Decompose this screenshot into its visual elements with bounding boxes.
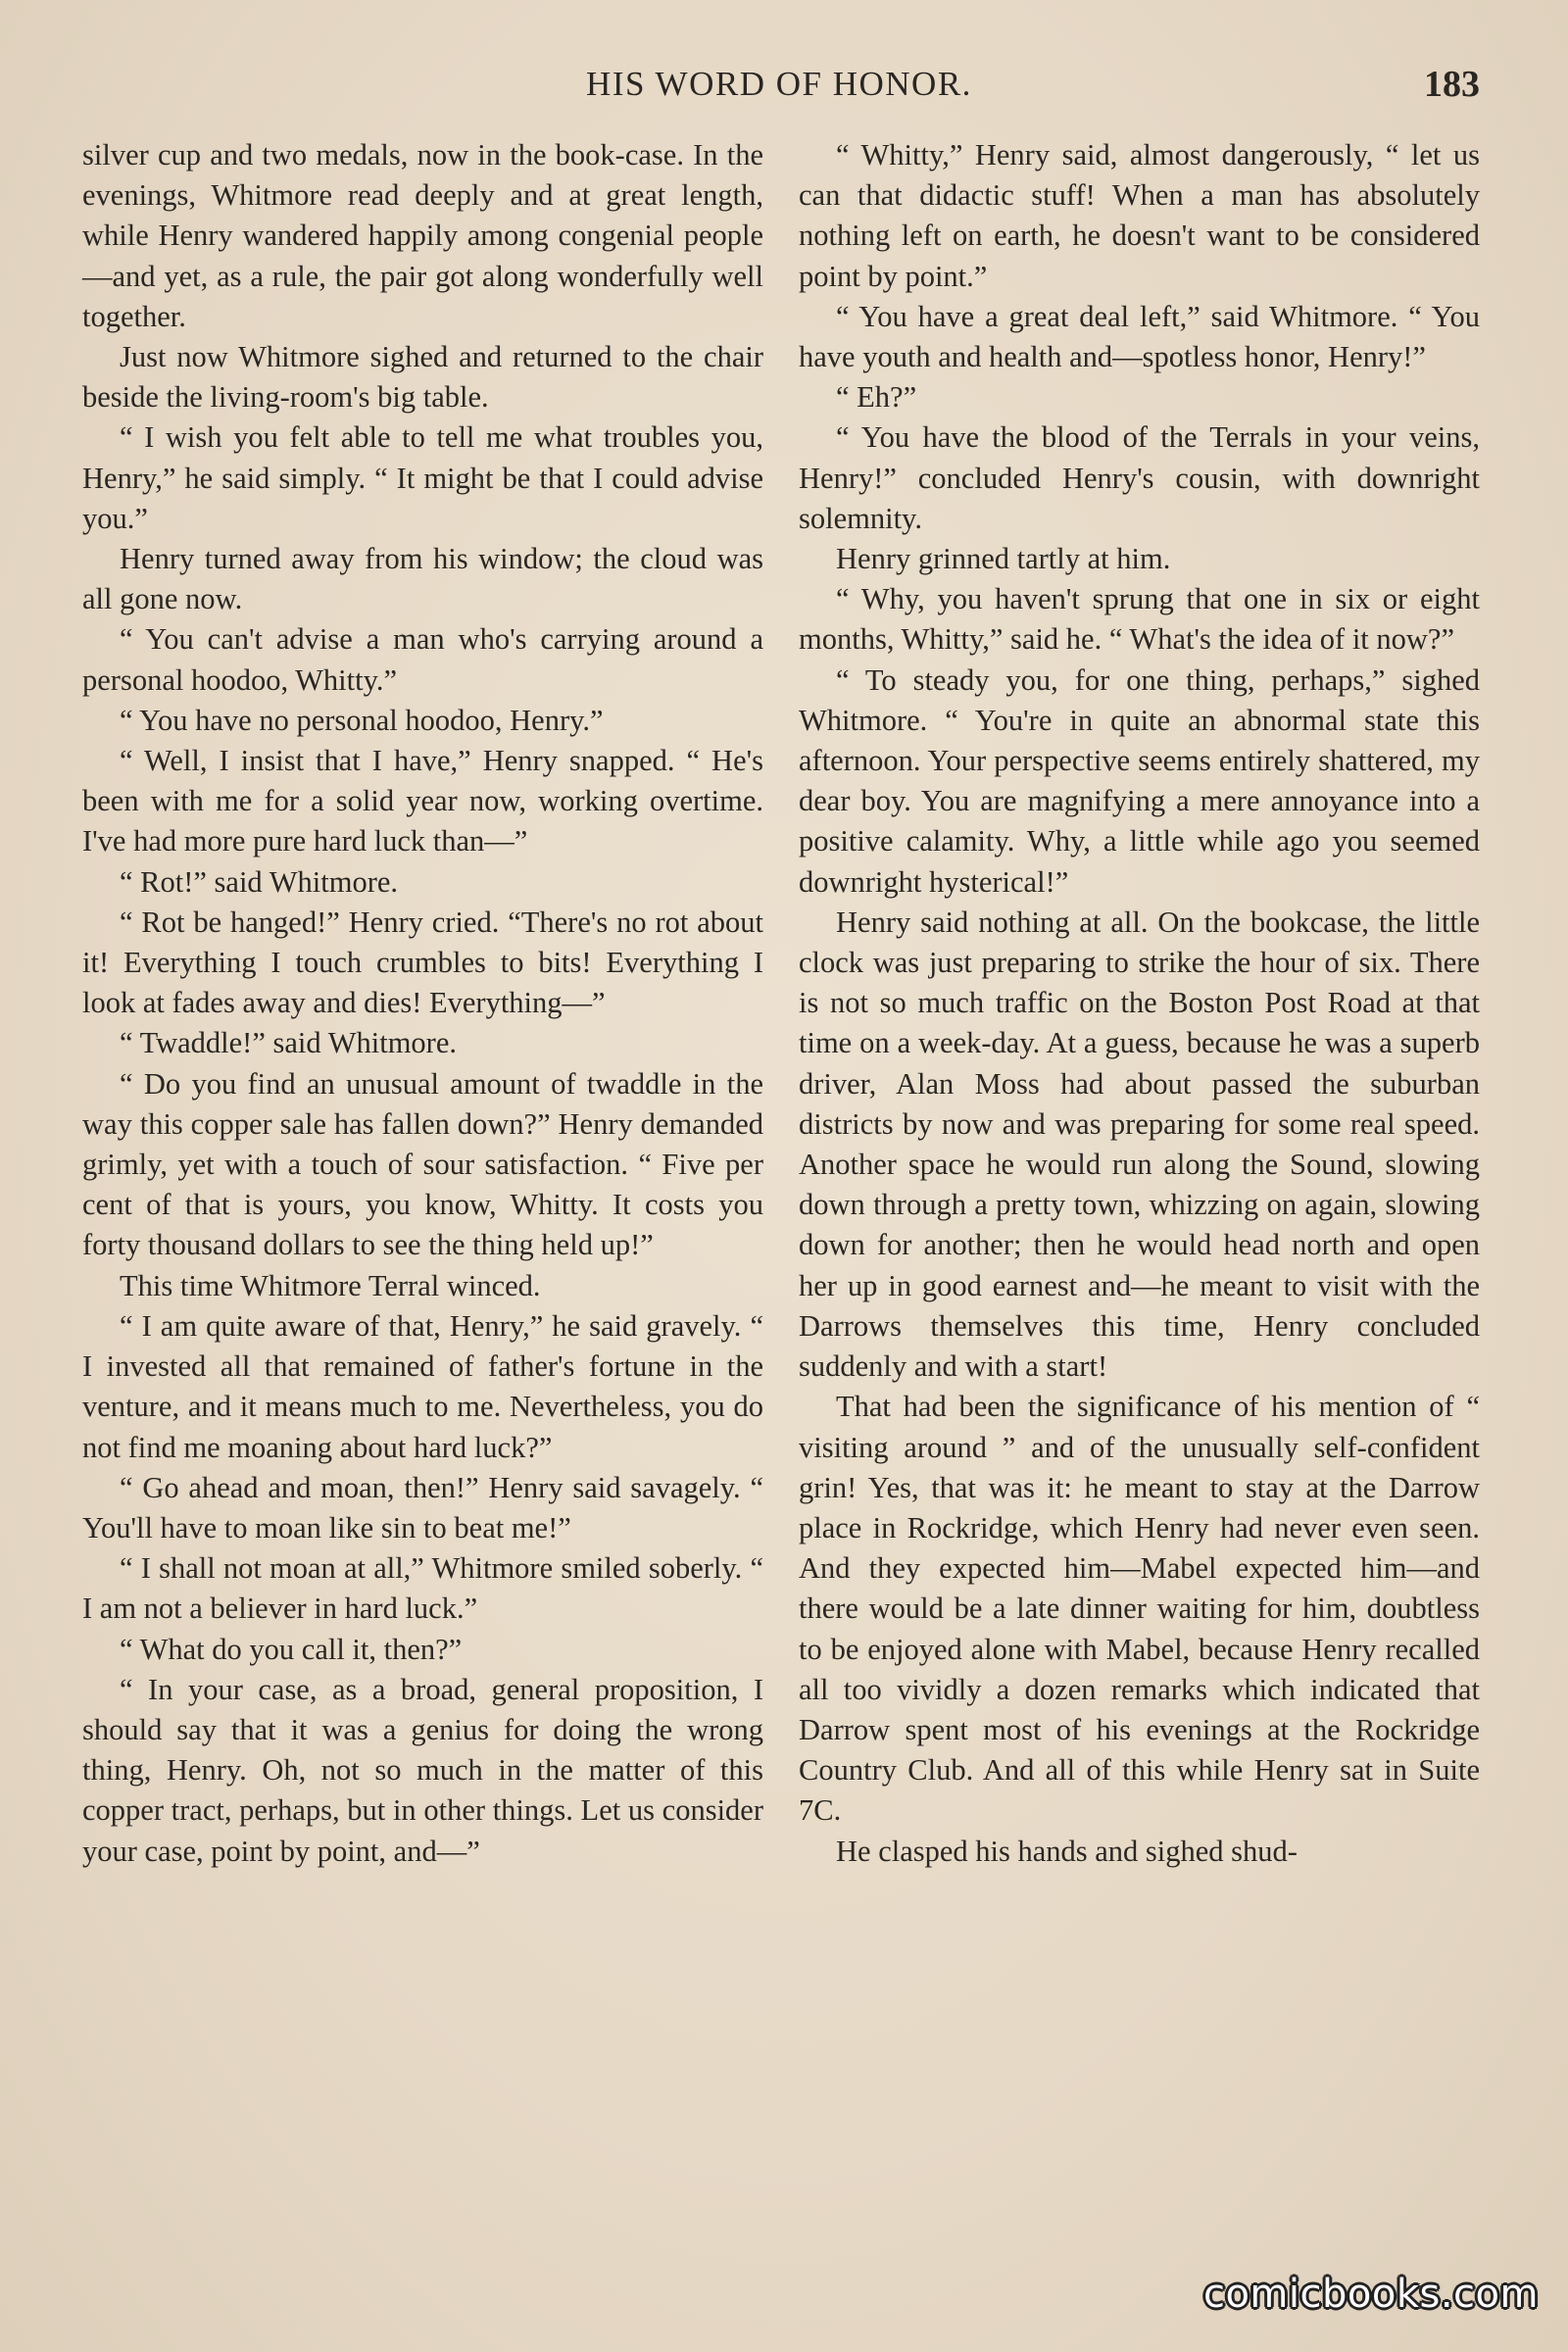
paragraph: “ Go ahead and moan, then!” Henry said savagely. “ You'll have to moan like sin to beat me!” xyxy=(82,1470,763,1544)
paragraph: Henry grinned tartly at him. xyxy=(836,542,1171,576)
paragraph: “ I wish you felt able to tell me what troubles you, Henry,” he said simply. “ It might be that I could advise you.” xyxy=(82,420,763,535)
paragraph: silver cup and two medals, now in the book-case. In the evenings, Whitmore read deeply and at great length, while Henry wandered happily among congenial people —and yet, as a rule, the pair got along wonderfully well together. xyxy=(82,138,763,333)
paragraph: He clasped his hands and sighed shud- xyxy=(836,1834,1298,1868)
paragraph: “ Why, you haven't sprung that one in six or eight months, Whitty,” said he. “ What's the idea of it now?” xyxy=(799,582,1480,657)
paragraph: Just now Whitmore sighed and returned to the chair beside the living-room's big table. xyxy=(82,340,763,415)
page-number: 183 xyxy=(1424,64,1480,105)
paragraph: This time Whitmore Terral winced. xyxy=(120,1268,541,1302)
paragraph: “ You have the blood of the Terrals in your veins, Henry!” concluded Henry's cousin, with downright solemnity. xyxy=(799,420,1480,535)
paragraph: “ What do you call it, then?” xyxy=(120,1632,463,1666)
paragraph: “ You can't advise a man who's carrying around a personal hoodoo, Whitty.” xyxy=(82,622,763,697)
paragraph: “ Well, I insist that I have,” Henry snapped. “ He's been with me for a solid year now, working overtime. I've had more pure hard luck than—” xyxy=(82,744,763,858)
page-header xyxy=(78,59,1480,118)
paragraph: “ You have no personal hoodoo, Henry.” xyxy=(120,703,604,737)
paragraph: “ Rot!” said Whitmore. xyxy=(120,864,399,899)
paragraph: “ Eh?” xyxy=(836,380,917,415)
paragraph: “ You have a great deal left,” said Whitmore. “ You have youth and health and—spotless honor, Henry!” xyxy=(799,299,1480,374)
paragraph: “ Rot be hanged!” Henry cried. “There's no rot about it! Everything I touch crumbles to bits! Everything I look at fades away and dies! Everything—” xyxy=(82,905,763,1020)
paragraph: Henry turned away from his window; the cloud was all gone now. xyxy=(82,542,763,616)
paragraph: “ In your case, as a broad, general proposition, I should say that it was a genius for doing the wrong thing, Henry. Oh, not so much in the matter of this copper tract, perhaps, but in other things. Let us consider your case, point by point, and—” xyxy=(82,1672,763,1868)
paragraph: “ Whitty,” Henry said, almost dangerously, “ let us can that didactic stuff! When a man has absolutely nothing left on earth, he doesn't want to be considered point by point.” xyxy=(799,138,1480,293)
paragraph: Henry said nothing at all. On the bookcase, the little clock was just preparing to strike the hour of six. There is not so much traffic on the Boston Post Road at that time on a week-day. At a guess, because he was a superb driver, Alan Moss had about passed the suburban districts by now and was preparing for some real speed. Another space he would run along the Sound, slowing down through a pretty town, whizzing on again, slowing down for another; then he would head north and open her up in good earnest and—he meant to visit with the Darrows themselves this time, Henry concluded suddenly and with a start! xyxy=(799,905,1480,1384)
paragraph: “ Do you find an unusual amount of twaddle in the way this copper sale has fallen down?” Henry demanded grimly, yet with a touch of sour satisfaction. “ Five per cent of that is yours, you know, Whitty. It costs you forty thousand dollars to see the thing held up!” xyxy=(82,1066,763,1262)
paragraph: “ I shall not moan at all,” Whitmore smiled soberly. “ I am not a believer in hard luck.” xyxy=(82,1551,763,1626)
paragraph: “ To steady you, for one thing, perhaps,” sighed Whitmore. “ You're in quite an abnormal state this afternoon. Your perspective seems entirely shattered, my dear boy. You are magnifying a mere annoyance into a positive calamity. Why, a little while ago you seemed downright hysterical!” xyxy=(799,662,1480,899)
left-column xyxy=(82,135,763,1872)
paragraph: That had been the significance of his mention of “ visiting around ” and of the unusually self-confident grin! Yes, that was it: he meant to stay at the Darrow place in Rockridge, which Henry had never even seen. And they expected him—Mabel expected him—and there would be a late dinner waiting for him, doubtless to be enjoyed alone with Mabel, because Henry recalled all too vividly a dozen remarks which indicated that Darrow spent most of his evenings at the Rockridge Country Club. And all of this while Henry sat in Suite 7C. xyxy=(799,1390,1480,1828)
paragraph: “ Twaddle!” said Whitmore. xyxy=(120,1026,457,1060)
site-watermark: comicbooks.com xyxy=(1202,2272,1539,2317)
right-column xyxy=(799,135,1480,1872)
running-title: HIS WORD OF HONOR. xyxy=(586,65,972,103)
paragraph: “ I am quite aware of that, Henry,” he said gravely. “ I invested all that remained of father's fortune in the venture, and it means much to me. Nevertheless, you do not find me moaning about hard luck?” xyxy=(82,1308,763,1464)
